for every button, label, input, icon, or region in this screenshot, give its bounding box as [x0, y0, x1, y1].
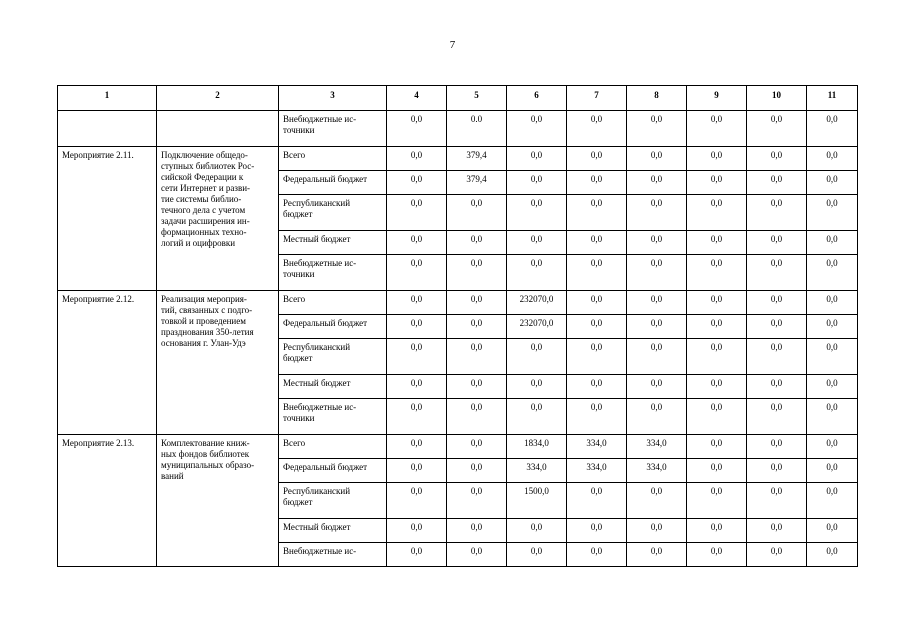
value-cell: 334,0 — [567, 459, 627, 483]
description-cell: Подключение общедо- ступных библиотек Рос- сийской Федерации к сети Интернет и разви- тие системы библио- течного дела с учетом задачи расширения ин- формационных техно- логий и оцифровки — [157, 147, 279, 291]
funding-source: Всего — [279, 147, 387, 171]
value-cell: 0,0 — [447, 375, 507, 399]
value-cell: 0,0 — [807, 459, 858, 483]
value-cell: 0,0 — [507, 339, 567, 375]
value-cell: 1834,0 — [507, 435, 567, 459]
table-row — [58, 147, 858, 171]
funding-source: Всего — [279, 435, 387, 459]
event-cell: Мероприятие 2.12. — [58, 291, 157, 435]
value-cell: 0,0 — [627, 483, 687, 519]
value-cell: 0,0 — [747, 375, 807, 399]
value-cell: 0,0 — [807, 435, 858, 459]
funding-source: Республиканский бюджет — [279, 339, 387, 375]
value-cell: 334,0 — [507, 459, 567, 483]
value-cell: 0,0 — [807, 195, 858, 231]
funding-source: Внебюджетные ис- точники — [279, 255, 387, 291]
value-cell: 0,0 — [567, 231, 627, 255]
value-cell: 0,0 — [567, 147, 627, 171]
event-cell: Мероприятие 2.13. — [58, 435, 157, 567]
header-cell: 8 — [627, 86, 687, 111]
header-cell: 6 — [507, 86, 567, 111]
value-cell: 0,0 — [687, 459, 747, 483]
header-cell: 10 — [747, 86, 807, 111]
value-cell: 0,0 — [387, 543, 447, 567]
table-row — [58, 291, 858, 315]
event-cell: Мероприятие 2.11. — [58, 147, 157, 291]
header-cell: 1 — [58, 86, 157, 111]
header-row — [58, 86, 858, 111]
value-cell: 0,0 — [747, 255, 807, 291]
value-cell: 0,0 — [807, 375, 858, 399]
value-cell: 0,0 — [807, 339, 858, 375]
table-row — [58, 435, 858, 459]
value-cell: 0,0 — [567, 519, 627, 543]
header-cell: 3 — [279, 86, 387, 111]
value-cell: 0,0 — [807, 111, 858, 147]
value-cell: 0,0 — [387, 339, 447, 375]
value-cell: 0,0 — [747, 315, 807, 339]
value-cell: 0,0 — [747, 435, 807, 459]
value-cell: 0,0 — [567, 111, 627, 147]
value-cell: 0,0 — [387, 483, 447, 519]
value-cell: 0,0 — [567, 291, 627, 315]
value-cell: 232070,0 — [507, 291, 567, 315]
value-cell: 0,0 — [687, 111, 747, 147]
value-cell: 0,0 — [627, 291, 687, 315]
value-cell: 0,0 — [447, 399, 507, 435]
value-cell: 0,0 — [387, 375, 447, 399]
value-cell: 0,0 — [567, 171, 627, 195]
funding-table — [57, 85, 858, 567]
funding-source: Местный бюджет — [279, 231, 387, 255]
value-cell: 0,0 — [807, 255, 858, 291]
value-cell: 0,0 — [387, 171, 447, 195]
value-cell: 0,0 — [627, 399, 687, 435]
header-cell: 4 — [387, 86, 447, 111]
value-cell: 0,0 — [627, 255, 687, 291]
value-cell: 0,0 — [387, 195, 447, 231]
value-cell: 0,0 — [627, 195, 687, 231]
table-row — [58, 111, 858, 147]
value-cell: 0,0 — [387, 519, 447, 543]
value-cell: 0,0 — [747, 483, 807, 519]
funding-source: Республиканский бюджет — [279, 483, 387, 519]
value-cell: 232070,0 — [507, 315, 567, 339]
value-cell: 0,0 — [687, 315, 747, 339]
value-cell: 0,0 — [747, 291, 807, 315]
value-cell: 0,0 — [687, 375, 747, 399]
value-cell: 0,0 — [687, 483, 747, 519]
value-cell: 0,0 — [507, 543, 567, 567]
value-cell: 0,0 — [807, 171, 858, 195]
value-cell: 0,0 — [387, 315, 447, 339]
value-cell: 0,0 — [507, 399, 567, 435]
description-cell — [157, 111, 279, 147]
value-cell: 0,0 — [507, 195, 567, 231]
value-cell: 0,0 — [687, 543, 747, 567]
value-cell: 0,0 — [567, 483, 627, 519]
funding-source: Внебюджетные ис- точники — [279, 111, 387, 147]
value-cell: 0,0 — [807, 291, 858, 315]
value-cell: 0,0 — [687, 435, 747, 459]
value-cell: 0,0 — [447, 291, 507, 315]
value-cell: 0,0 — [567, 339, 627, 375]
value-cell: 379,4 — [447, 147, 507, 171]
value-cell: 0,0 — [807, 231, 858, 255]
value-cell: 0,0 — [447, 543, 507, 567]
value-cell: 0,0 — [567, 195, 627, 231]
value-cell: 0,0 — [627, 231, 687, 255]
value-cell: 0.0 — [447, 111, 507, 147]
value-cell: 0,0 — [447, 195, 507, 231]
value-cell: 0,0 — [687, 231, 747, 255]
value-cell: 0,0 — [387, 255, 447, 291]
value-cell: 0,0 — [447, 519, 507, 543]
value-cell: 0,0 — [507, 519, 567, 543]
value-cell: 0,0 — [627, 543, 687, 567]
value-cell: 0,0 — [627, 171, 687, 195]
value-cell: 0,0 — [387, 147, 447, 171]
value-cell: 0,0 — [567, 399, 627, 435]
value-cell: 0,0 — [807, 147, 858, 171]
value-cell: 0,0 — [627, 315, 687, 339]
value-cell: 0,0 — [447, 459, 507, 483]
value-cell: 0,0 — [687, 195, 747, 231]
value-cell: 0,0 — [747, 519, 807, 543]
value-cell: 0,0 — [447, 483, 507, 519]
value-cell: 0,0 — [567, 375, 627, 399]
funding-source: Республиканский бюджет — [279, 195, 387, 231]
value-cell: 0,0 — [567, 255, 627, 291]
value-cell: 0,0 — [747, 543, 807, 567]
value-cell: 0,0 — [387, 435, 447, 459]
value-cell: 0,0 — [447, 255, 507, 291]
header-cell: 11 — [807, 86, 858, 111]
value-cell: 0,0 — [807, 315, 858, 339]
header-cell: 5 — [447, 86, 507, 111]
value-cell: 0,0 — [507, 111, 567, 147]
value-cell: 0,0 — [747, 195, 807, 231]
funding-source: Местный бюджет — [279, 375, 387, 399]
value-cell: 0,0 — [747, 459, 807, 483]
value-cell: 0,0 — [567, 315, 627, 339]
header-cell: 9 — [687, 86, 747, 111]
value-cell: 334,0 — [627, 435, 687, 459]
value-cell: 379,4 — [447, 171, 507, 195]
description-cell: Реализация мероприя- тий, связанных с подго- товкой и проведением празднования 350-летия основания г. Улан-Удэ — [157, 291, 279, 435]
funding-source: Федеральный бюджет — [279, 315, 387, 339]
funding-source: Федеральный бюджет — [279, 171, 387, 195]
value-cell: 0,0 — [747, 399, 807, 435]
value-cell: 0,0 — [687, 255, 747, 291]
value-cell: 0,0 — [627, 375, 687, 399]
value-cell: 0,0 — [387, 111, 447, 147]
value-cell: 0,0 — [807, 483, 858, 519]
value-cell: 1500,0 — [507, 483, 567, 519]
value-cell: 0,0 — [747, 231, 807, 255]
value-cell: 334,0 — [567, 435, 627, 459]
header-cell: 2 — [157, 86, 279, 111]
value-cell: 0,0 — [447, 435, 507, 459]
value-cell: 0,0 — [387, 399, 447, 435]
funding-source: Внебюджетные ис- точники — [279, 399, 387, 435]
funding-source: Местный бюджет — [279, 519, 387, 543]
value-cell: 0,0 — [687, 519, 747, 543]
value-cell: 0,0 — [387, 231, 447, 255]
value-cell: 0,0 — [387, 291, 447, 315]
value-cell: 0,0 — [507, 255, 567, 291]
value-cell: 0,0 — [687, 147, 747, 171]
value-cell: 0,0 — [627, 147, 687, 171]
value-cell: 0,0 — [687, 291, 747, 315]
funding-source: Внебюджетные ис- — [279, 543, 387, 567]
value-cell: 0,0 — [747, 147, 807, 171]
value-cell: 0,0 — [507, 171, 567, 195]
value-cell: 0,0 — [687, 339, 747, 375]
value-cell: 0,0 — [807, 399, 858, 435]
value-cell: 0,0 — [507, 375, 567, 399]
value-cell: 0,0 — [387, 459, 447, 483]
value-cell: 0,0 — [747, 171, 807, 195]
description-cell: Комплектование книж- ных фондов библиотек муниципальных образо- ваний — [157, 435, 279, 567]
value-cell: 0,0 — [747, 339, 807, 375]
table-body — [58, 86, 858, 567]
value-cell: 0,0 — [447, 339, 507, 375]
value-cell: 0,0 — [447, 315, 507, 339]
funding-source: Всего — [279, 291, 387, 315]
value-cell: 0,0 — [687, 399, 747, 435]
value-cell: 334,0 — [627, 459, 687, 483]
value-cell: 0,0 — [627, 519, 687, 543]
funding-source: Федеральный бюджет — [279, 459, 387, 483]
value-cell: 0,0 — [627, 111, 687, 147]
value-cell: 0,0 — [447, 231, 507, 255]
page-number: 7 — [449, 39, 456, 51]
value-cell: 0,0 — [687, 171, 747, 195]
value-cell: 0,0 — [747, 111, 807, 147]
value-cell: 0,0 — [807, 519, 858, 543]
value-cell: 0,0 — [507, 147, 567, 171]
value-cell: 0,0 — [807, 543, 858, 567]
event-cell — [58, 111, 157, 147]
value-cell: 0,0 — [567, 543, 627, 567]
header-cell: 7 — [567, 86, 627, 111]
value-cell: 0,0 — [507, 231, 567, 255]
value-cell: 0,0 — [627, 339, 687, 375]
